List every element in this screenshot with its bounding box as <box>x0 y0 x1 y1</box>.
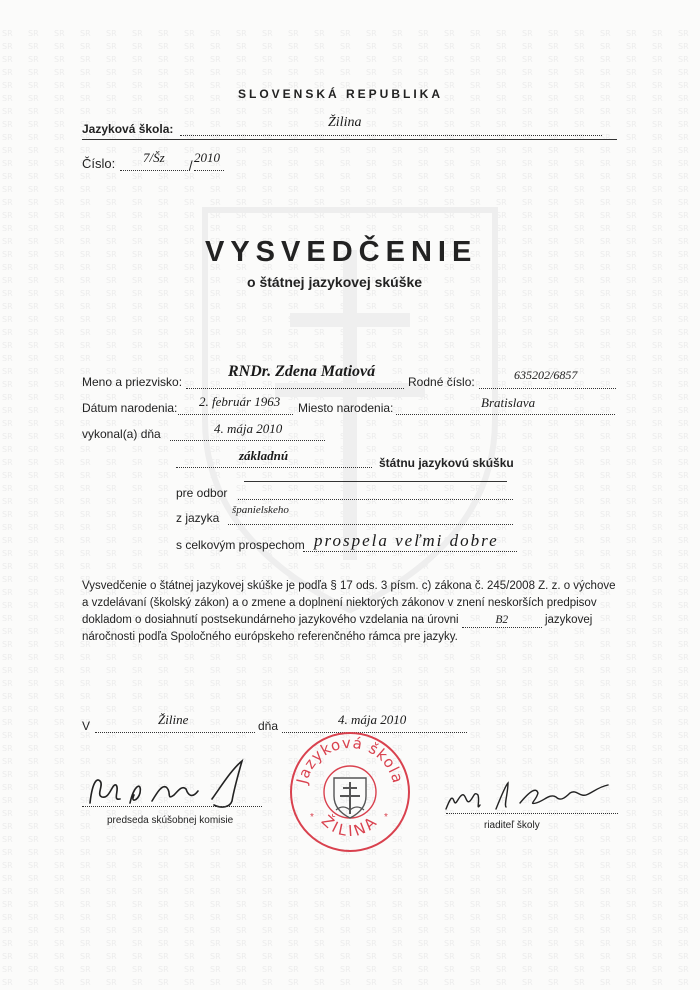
document-title: VYSVEDČENIE <box>205 236 478 268</box>
right-signature-line <box>446 813 618 814</box>
school-value: Žilina <box>328 115 362 130</box>
name-line <box>186 388 404 389</box>
stamp-bottom-text: ŽILINA <box>317 811 383 841</box>
left-signature-line <box>82 806 262 807</box>
birth-number-line <box>479 388 616 389</box>
number-year: 2010 <box>194 150 220 165</box>
name-label: Meno a priezvisko: <box>82 375 183 389</box>
number-value: 7/Šz <box>143 150 165 165</box>
exam-date-label: vykonal(a) dňa <box>82 427 161 441</box>
birthplace-value: Bratislava <box>481 395 536 410</box>
date-label: dňa <box>258 719 279 733</box>
legal-paragraph <box>82 578 622 646</box>
exam-type-line <box>176 467 372 468</box>
place-label: V <box>82 719 91 733</box>
number-slash: / <box>189 158 193 173</box>
exam-date-line <box>170 440 325 441</box>
svg-text:*: * <box>310 812 314 823</box>
svg-text:*: * <box>384 812 388 823</box>
svg-text:ŽILINA <box>318 811 382 840</box>
result-value: prospela veľmi dobre <box>314 531 499 550</box>
stamp-top-text: Jazyková škola <box>292 733 408 786</box>
year-line <box>194 170 224 171</box>
document-subtitle: o štátnej jazykovej skúške <box>247 274 423 290</box>
result-label: s celkovým prospechom <box>176 538 305 552</box>
name-value: RNDr. Zdena Matiová <box>228 363 376 380</box>
country-heading: SLOVENSKÁ REPUBLIKA <box>238 87 444 101</box>
header-rule <box>82 139 617 140</box>
dob-line <box>178 414 293 415</box>
field-label: pre odbor <box>176 486 228 500</box>
exam-type-value: základnú <box>239 448 289 463</box>
date-value: 4. mája 2010 <box>338 712 407 727</box>
dob-label: Dátum narodenia: <box>82 401 178 415</box>
school-stamp <box>288 730 412 854</box>
field-line <box>238 499 513 500</box>
place-line <box>95 732 255 733</box>
paragraph-text-before: Vysvedčenie o štátnej jazykovej skúške je podľa § 17 ods. 3 písm. c) zákona č. 245/2008 Z. z. o výchove a vzdelávaní (školský zákon) a o zmene a doplnení niektorých zákonov v znení neskorších predpisov dokladom o dosiahnutí postsekundárneho jazykového vzdelania na úrovni <box>82 580 616 626</box>
birth-number-label: Rodné číslo: <box>408 375 475 389</box>
birthplace-line <box>396 414 615 415</box>
place-value: Žiline <box>158 712 189 727</box>
language-line <box>228 524 513 525</box>
school-label: Jazyková škola: <box>82 122 174 136</box>
language-label: z jazyka <box>176 511 220 525</box>
language-value: španielskeho <box>232 504 289 516</box>
paragraph-text-after: jazykovej náročnosti podľa Spoločného európskeho referenčného rámca pre jazyky. <box>82 614 593 643</box>
left-caption: predseda skúšobnej komisie <box>107 815 234 826</box>
right-caption: riaditeľ školy <box>484 820 540 831</box>
number-label: Číslo: <box>82 156 116 171</box>
dob-value: 2. február 1963 <box>199 394 281 409</box>
field-upper-line <box>244 481 507 482</box>
result-line <box>303 551 517 552</box>
birth-number-value: 635202/6857 <box>514 368 578 382</box>
right-signature <box>440 775 620 817</box>
exam-date-value: 4. mája 2010 <box>214 421 283 436</box>
exam-type-label: štátnu jazykovú skúšku <box>379 456 514 470</box>
school-line <box>180 135 602 136</box>
birthplace-label: Miesto narodenia: <box>298 401 394 415</box>
level-value: B2 <box>462 614 542 628</box>
number-line <box>120 170 190 171</box>
